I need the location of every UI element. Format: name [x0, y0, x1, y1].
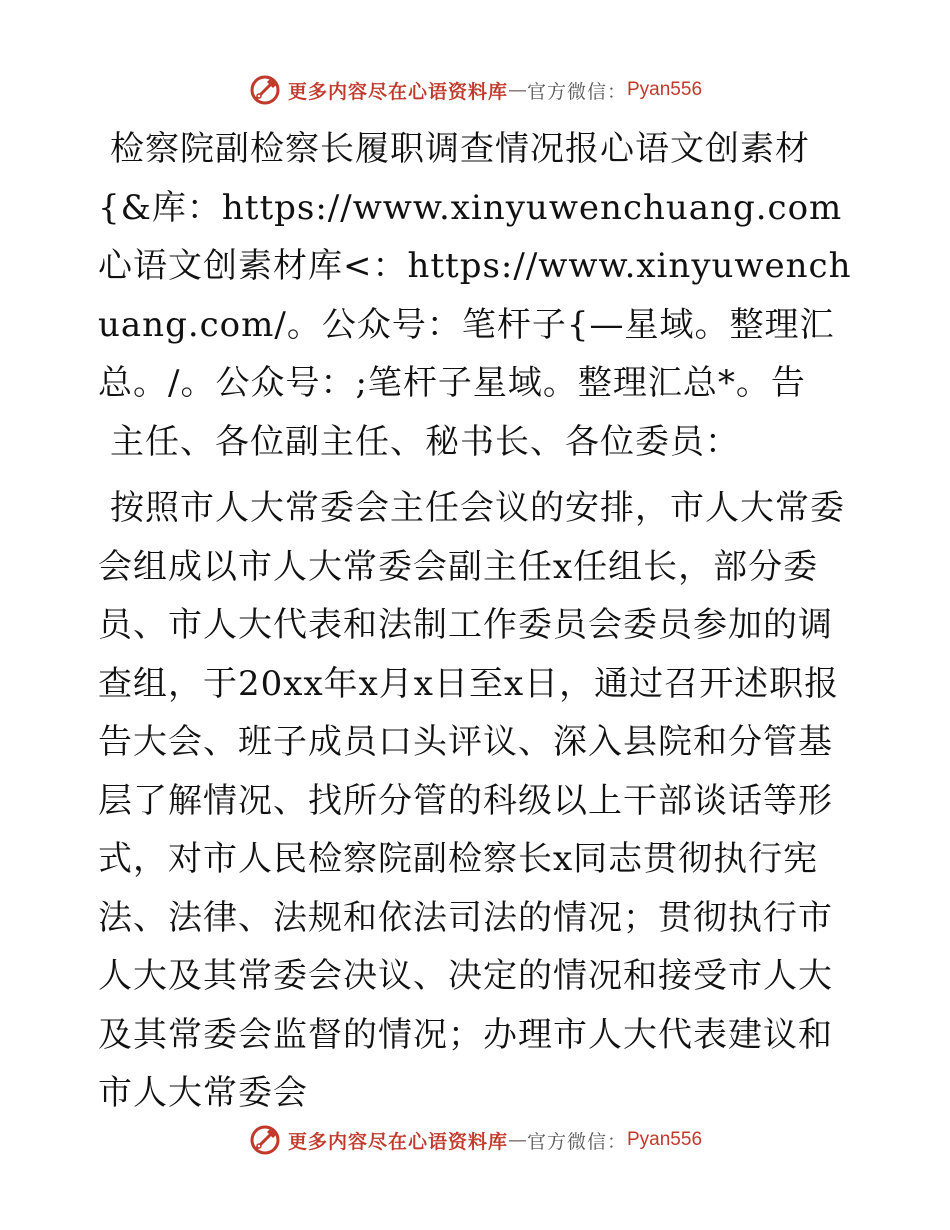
document-body	[98, 120, 858, 1123]
banner-text: 更多内容尽在心语资料库	[287, 1130, 508, 1153]
greeting-paragraph: 主任、各位副主任、秘书长、各位委员：	[110, 421, 740, 462]
header-banner	[0, 70, 950, 110]
body-paragraph: 按照市人大常委会主任会议的安排，市人大常委会组成以市人大常委会副主任x任组长，部分委员、市人大代表和法制工作委员会委员参加的调查组，于20xx年x月x日至x日，通过召开述职报告大会、班子成员口头评议、深入县院和分管基层了解情况、找所分管的科级以上干部谈话等形式，对市人民检察院副检察长x同志贯彻执行宪法、法律、法规和依法司法的情况；贯彻执行市人大及其常委会决议、决定的情况和接受市人大及其常委会监督的情况；办理市人大代表建议和市人大常委会	[98, 488, 845, 1113]
banner-separator: —	[507, 1129, 527, 1151]
banner-text: 更多内容尽在心语资料库	[287, 80, 508, 103]
banner-separator: —	[507, 79, 527, 101]
banner-wechat-label: 官方微信：	[526, 1130, 627, 1153]
banner-wechat-id: Pyan556	[627, 1129, 703, 1150]
pen-logo-icon	[248, 73, 282, 107]
pen-logo-icon	[248, 1123, 282, 1157]
document-title-paragraph: 检察院副检察长履职调查情况报心语文创素材{&库：https://www.xinyuwenchuang.com心语文创素材库<：https://www.xinyuwenchuang.com/。公众号：笔杆子{—星域。整理汇总。/。公众号：;笔杆子星域。整理汇总*。告	[98, 129, 852, 403]
banner-wechat-id: Pyan556	[627, 79, 703, 100]
footer-banner	[0, 1120, 950, 1160]
banner-wechat-label: 官方微信：	[526, 80, 627, 103]
